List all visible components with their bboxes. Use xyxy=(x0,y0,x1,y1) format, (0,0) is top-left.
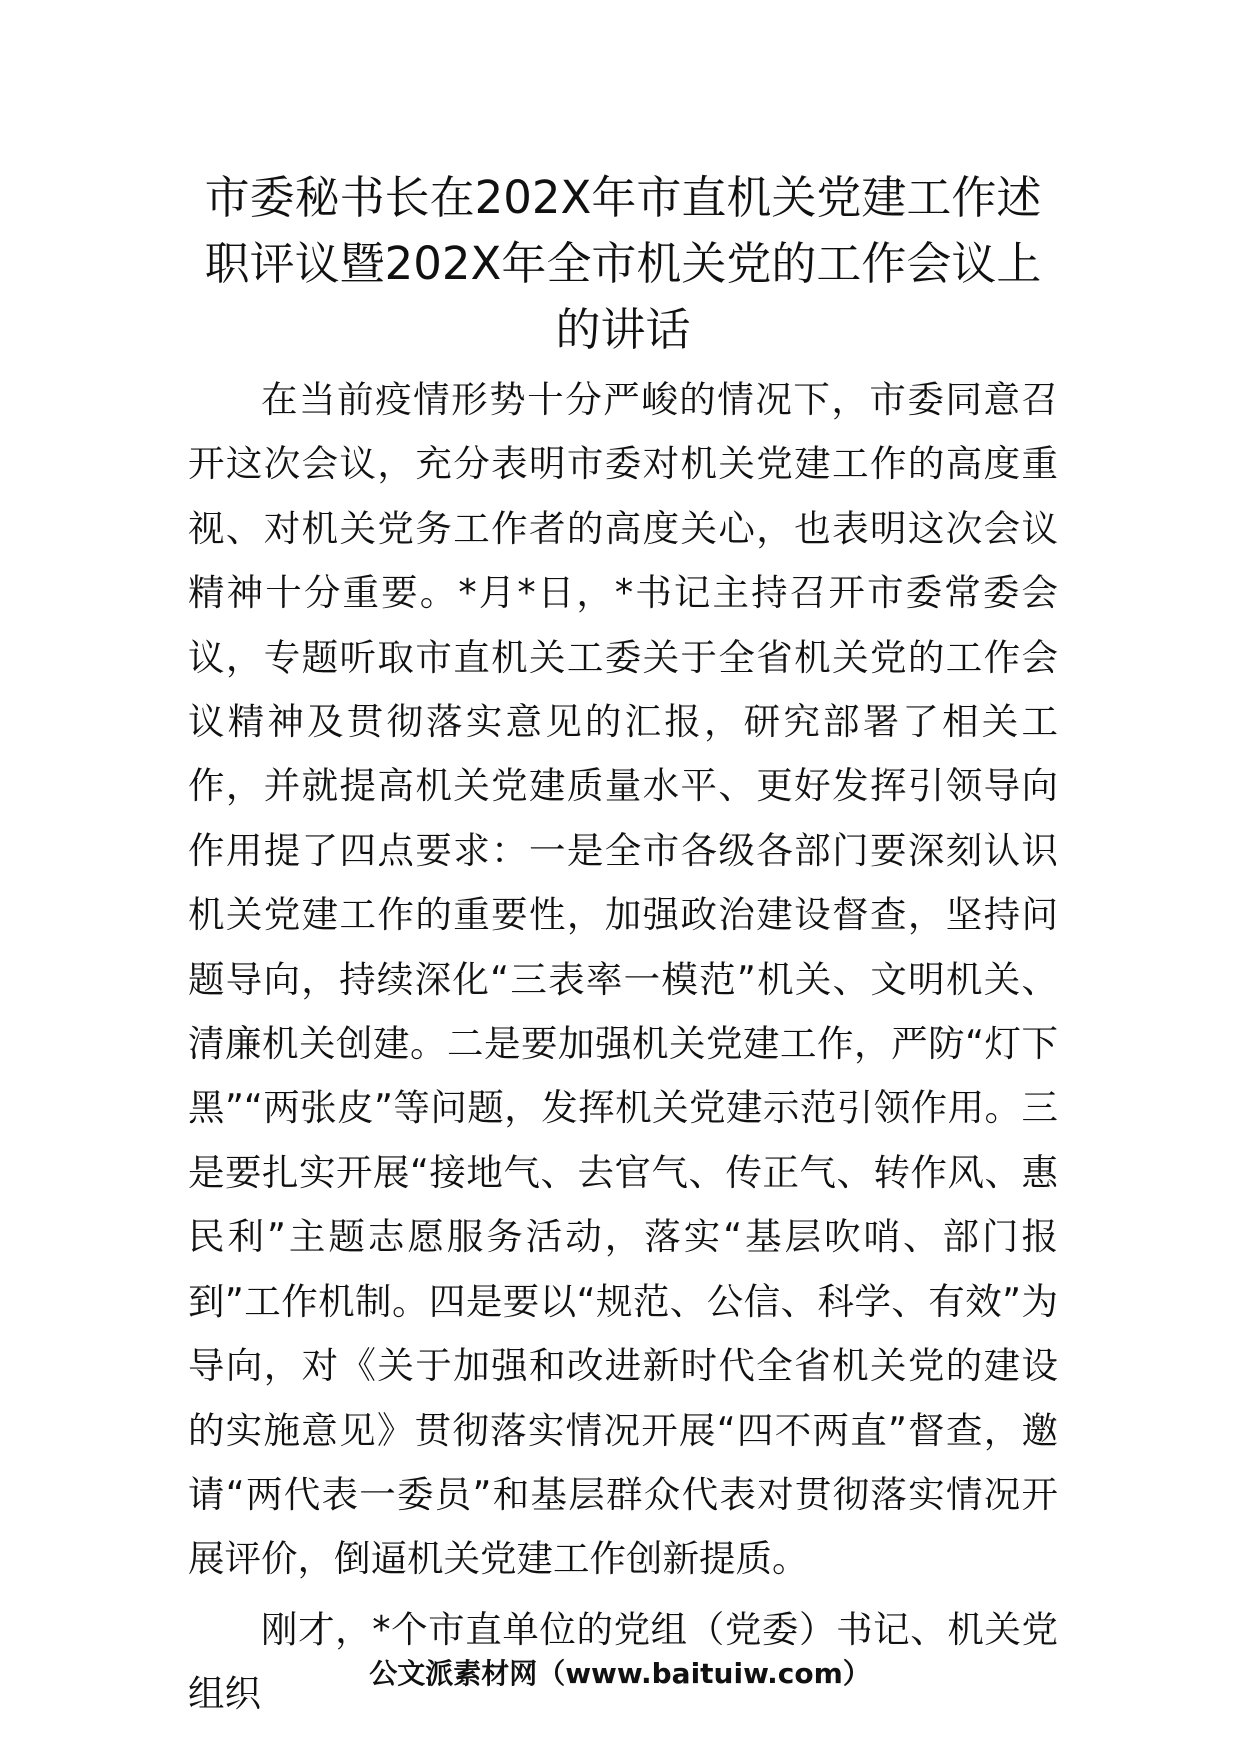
document-body xyxy=(188,368,1058,1727)
document-title: 市委秘书长在202X年市直机关党建工作述职评议暨202X年全市机关党的工作会议上的讲话 xyxy=(204,171,1042,356)
paragraph: 在当前疫情形势十分严峻的情况下，市委同意召开这次会议，充分表明市委对机关党建工作的高度重视、对机关党务工作者的高度关心，也表明这次会议精神十分重要。*月*日，*书记主持召开市委常委会议，专题听取市直机关工委关于全省机关党的工作会议精神及贯彻落实意见的汇报，研究部署了相关工作，并就提高机关党建质量水平、更好发挥引领导向作用提了四点要求：一是全市各级各部门要深刻认识机关党建工作的重要性，加强政治建设督查，坚持问题导向，持续深化“三表率一模范”机关、文明机关、清廉机关创建。二是要加强机关党建工作，严防“灯下黑”“两张皮”等问题，发挥机关党建示范引领作用。三是要扎实开展“接地气、去官气、传正气、转作风、惠民利”主题志愿服务活动，落实“基层吹哨、部门报到”工作机制。四是要以“规范、公信、科学、有效”为导向，对《关于加强和改进新时代全省机关党的建设的实施意见》贯彻落实情况开展“四不两直”督查，邀请“两代表一委员”和基层群众代表对贯彻落实情况开展评价，倒逼机关党建工作创新提质。 xyxy=(188,378,1058,1581)
footer-watermark: 公文派素材网（www.baituiw.com） xyxy=(369,1657,871,1690)
paragraph: 刚才，*个市直单位的党组（党委）书记、机关党组织 xyxy=(188,1607,1058,1716)
